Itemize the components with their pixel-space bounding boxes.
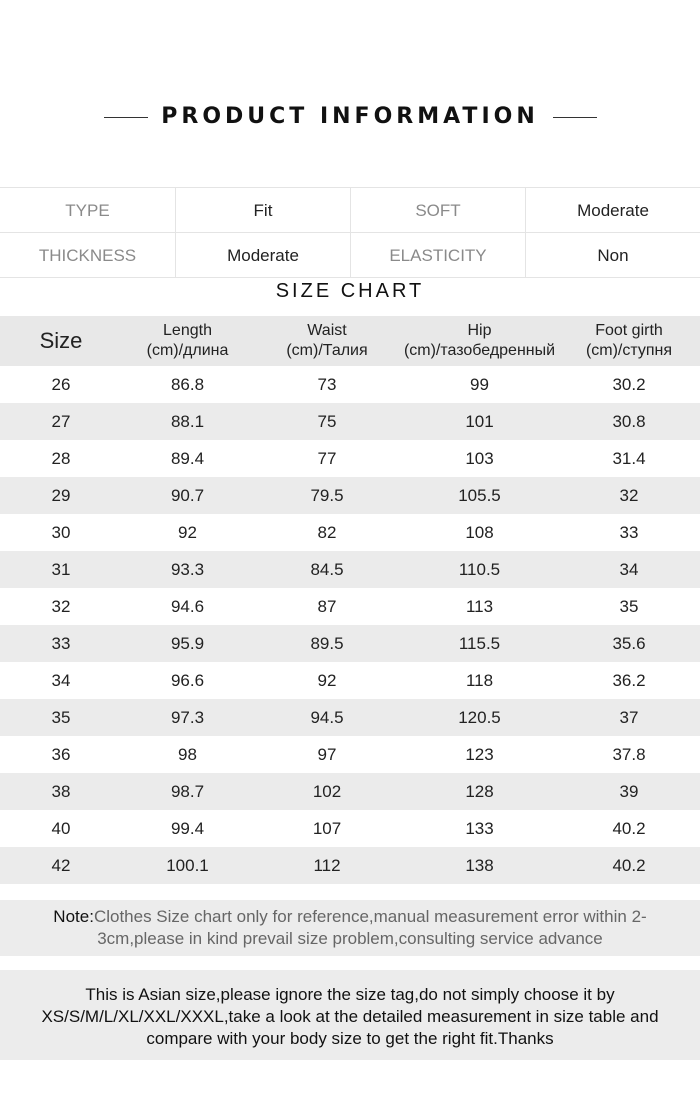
cell-waist: 73 xyxy=(317,375,337,394)
info-value-elasticity: Non xyxy=(597,246,629,265)
cell-waist: 107 xyxy=(312,819,342,838)
header-size xyxy=(0,316,122,366)
cell-foot-girth: 36.2 xyxy=(612,671,646,690)
cell-size: 36 xyxy=(51,745,71,764)
cell-waist: 82 xyxy=(317,523,337,542)
cell-waist: 92 xyxy=(317,671,337,690)
cell-hip: 110.5 xyxy=(458,560,501,579)
cell-waist: 79.5 xyxy=(310,486,344,505)
cell-waist: 84.5 xyxy=(310,560,344,579)
table-row xyxy=(0,514,700,551)
cell-hip: 133 xyxy=(465,819,494,838)
cell-hip: 138 xyxy=(465,856,494,875)
header-waist xyxy=(253,316,401,366)
info-label-soft: SOFT xyxy=(351,188,526,233)
asian-size-notice: This is Asian size,please ignore the size tag,do not simply choose it by XS/S/M/L/XL/XXL/XXXL,take a look at the detailed measurement in size table and compare with your body size to get the right fit.Thanks xyxy=(0,970,700,1060)
header-size-label: Size xyxy=(39,328,83,353)
cell-length: 100.1 xyxy=(166,856,209,875)
table-row xyxy=(0,366,700,403)
page-title: PRODUCT INFORMATION xyxy=(161,104,539,129)
cell-waist: 77 xyxy=(317,449,337,468)
note-label: Note: xyxy=(53,907,94,926)
cell-length: 98 xyxy=(178,745,197,764)
cell-foot-girth: 34 xyxy=(619,560,639,579)
cell-hip: 108 xyxy=(465,523,494,542)
cell-length: 86.8 xyxy=(170,375,205,394)
cell-size: 33 xyxy=(51,634,71,653)
info-row xyxy=(0,233,700,278)
cell-foot-girth: 37.8 xyxy=(612,745,646,764)
note-box xyxy=(0,900,700,956)
cell-waist: 97 xyxy=(317,745,337,764)
cell-foot-girth: 32 xyxy=(619,486,639,505)
cell-hip: 123 xyxy=(465,745,494,764)
info-label-type: TYPE xyxy=(0,188,176,233)
cell-size: 35 xyxy=(51,708,71,727)
table-row xyxy=(0,588,700,625)
cell-waist: 89.5 xyxy=(310,634,344,653)
cell-hip: 103 xyxy=(465,449,494,468)
header-foot-label: Foot girth xyxy=(595,322,663,339)
cell-foot-girth: 35 xyxy=(619,597,639,616)
header-hip xyxy=(401,316,558,366)
cell-foot-girth: 30.8 xyxy=(612,412,646,431)
header-length-label: Length xyxy=(163,322,212,339)
cell-hip: 99 xyxy=(470,375,489,394)
cell-length: 90.7 xyxy=(170,486,205,505)
divider xyxy=(553,117,597,118)
header-foot-unit: (cm)/ступня xyxy=(585,342,673,359)
info-label-elasticity: ELASTICITY xyxy=(351,233,526,278)
table-row xyxy=(0,699,700,736)
info-value-type: Fit xyxy=(176,188,351,233)
size-chart-title: SIZE CHART xyxy=(275,280,425,302)
cell-size: 38 xyxy=(51,782,71,801)
cell-size: 32 xyxy=(51,597,71,616)
table-row xyxy=(0,847,700,884)
cell-hip: 118 xyxy=(465,671,494,690)
cell-length: 93.3 xyxy=(170,560,205,579)
product-info-table xyxy=(0,187,700,278)
cell-foot-girth: 40.2 xyxy=(612,819,646,838)
cell-length: 92 xyxy=(178,523,197,542)
cell-foot-girth: 35.6 xyxy=(612,634,646,653)
cell-length: 94.6 xyxy=(170,597,205,616)
cell-hip: 113 xyxy=(465,597,494,616)
cell-size: 29 xyxy=(51,486,71,505)
header-waist-unit: (cm)/Талия xyxy=(286,342,368,359)
cell-waist: 94.5 xyxy=(310,708,344,727)
table-row xyxy=(0,403,700,440)
cell-foot-girth: 39 xyxy=(619,782,639,801)
cell-foot-girth: 33 xyxy=(619,523,639,542)
cell-length: 88.1 xyxy=(170,412,205,431)
table-row xyxy=(0,440,700,477)
header-waist-label: Waist xyxy=(307,322,347,339)
table-row xyxy=(0,477,700,514)
header-hip-label: Hip xyxy=(467,322,492,339)
table-row xyxy=(0,625,700,662)
info-label-thickness: THICKNESS xyxy=(0,233,176,278)
cell-size: 28 xyxy=(51,449,71,468)
cell-waist: 112 xyxy=(313,856,341,875)
cell-hip: 120.5 xyxy=(458,708,501,727)
cell-size: 26 xyxy=(51,375,71,394)
cell-size: 30 xyxy=(51,523,71,542)
cell-waist: 87 xyxy=(317,597,337,616)
cell-size: 27 xyxy=(51,412,71,431)
table-row xyxy=(0,551,700,588)
cell-foot-girth: 31.4 xyxy=(612,449,646,468)
table-row xyxy=(0,736,700,773)
table-row xyxy=(0,662,700,699)
cell-length: 95.9 xyxy=(170,634,205,653)
info-row xyxy=(0,188,700,233)
cell-waist: 75 xyxy=(317,412,337,431)
table-header xyxy=(0,316,700,366)
cell-hip: 115.5 xyxy=(458,634,501,653)
cell-length: 97.3 xyxy=(170,708,205,727)
header-length xyxy=(122,316,253,366)
cell-length: 96.6 xyxy=(170,671,205,690)
cell-hip: 101 xyxy=(465,412,494,431)
cell-waist: 102 xyxy=(312,782,342,801)
cell-length: 99.4 xyxy=(170,819,205,838)
cell-foot-girth: 37 xyxy=(619,708,639,727)
header-length-unit: (cm)/длина xyxy=(146,342,229,359)
note-text: Clothes Size chart only for reference,manual measurement error within 2-3cm,please in kind prevail size problem,consulting service advance xyxy=(93,907,647,948)
cell-hip: 105.5 xyxy=(458,486,501,505)
cell-foot-girth: 30.2 xyxy=(612,375,646,394)
cell-length: 98.7 xyxy=(170,782,205,801)
cell-size: 31 xyxy=(51,560,71,579)
cell-size: 34 xyxy=(51,671,71,690)
cell-hip: 128 xyxy=(465,782,494,801)
table-row xyxy=(0,773,700,810)
table-row xyxy=(0,810,700,847)
cell-size: 40 xyxy=(51,819,71,838)
section-title-product-information xyxy=(0,100,700,136)
header-foot-girth xyxy=(558,316,700,366)
cell-length: 89.4 xyxy=(170,449,205,468)
cell-foot-girth: 40.2 xyxy=(612,856,646,875)
header-hip-unit: (cm)/тазобедренный xyxy=(403,342,556,359)
cell-size: 42 xyxy=(51,856,71,875)
info-value-thickness: Moderate xyxy=(176,233,351,278)
info-value-soft: Moderate xyxy=(577,201,649,220)
